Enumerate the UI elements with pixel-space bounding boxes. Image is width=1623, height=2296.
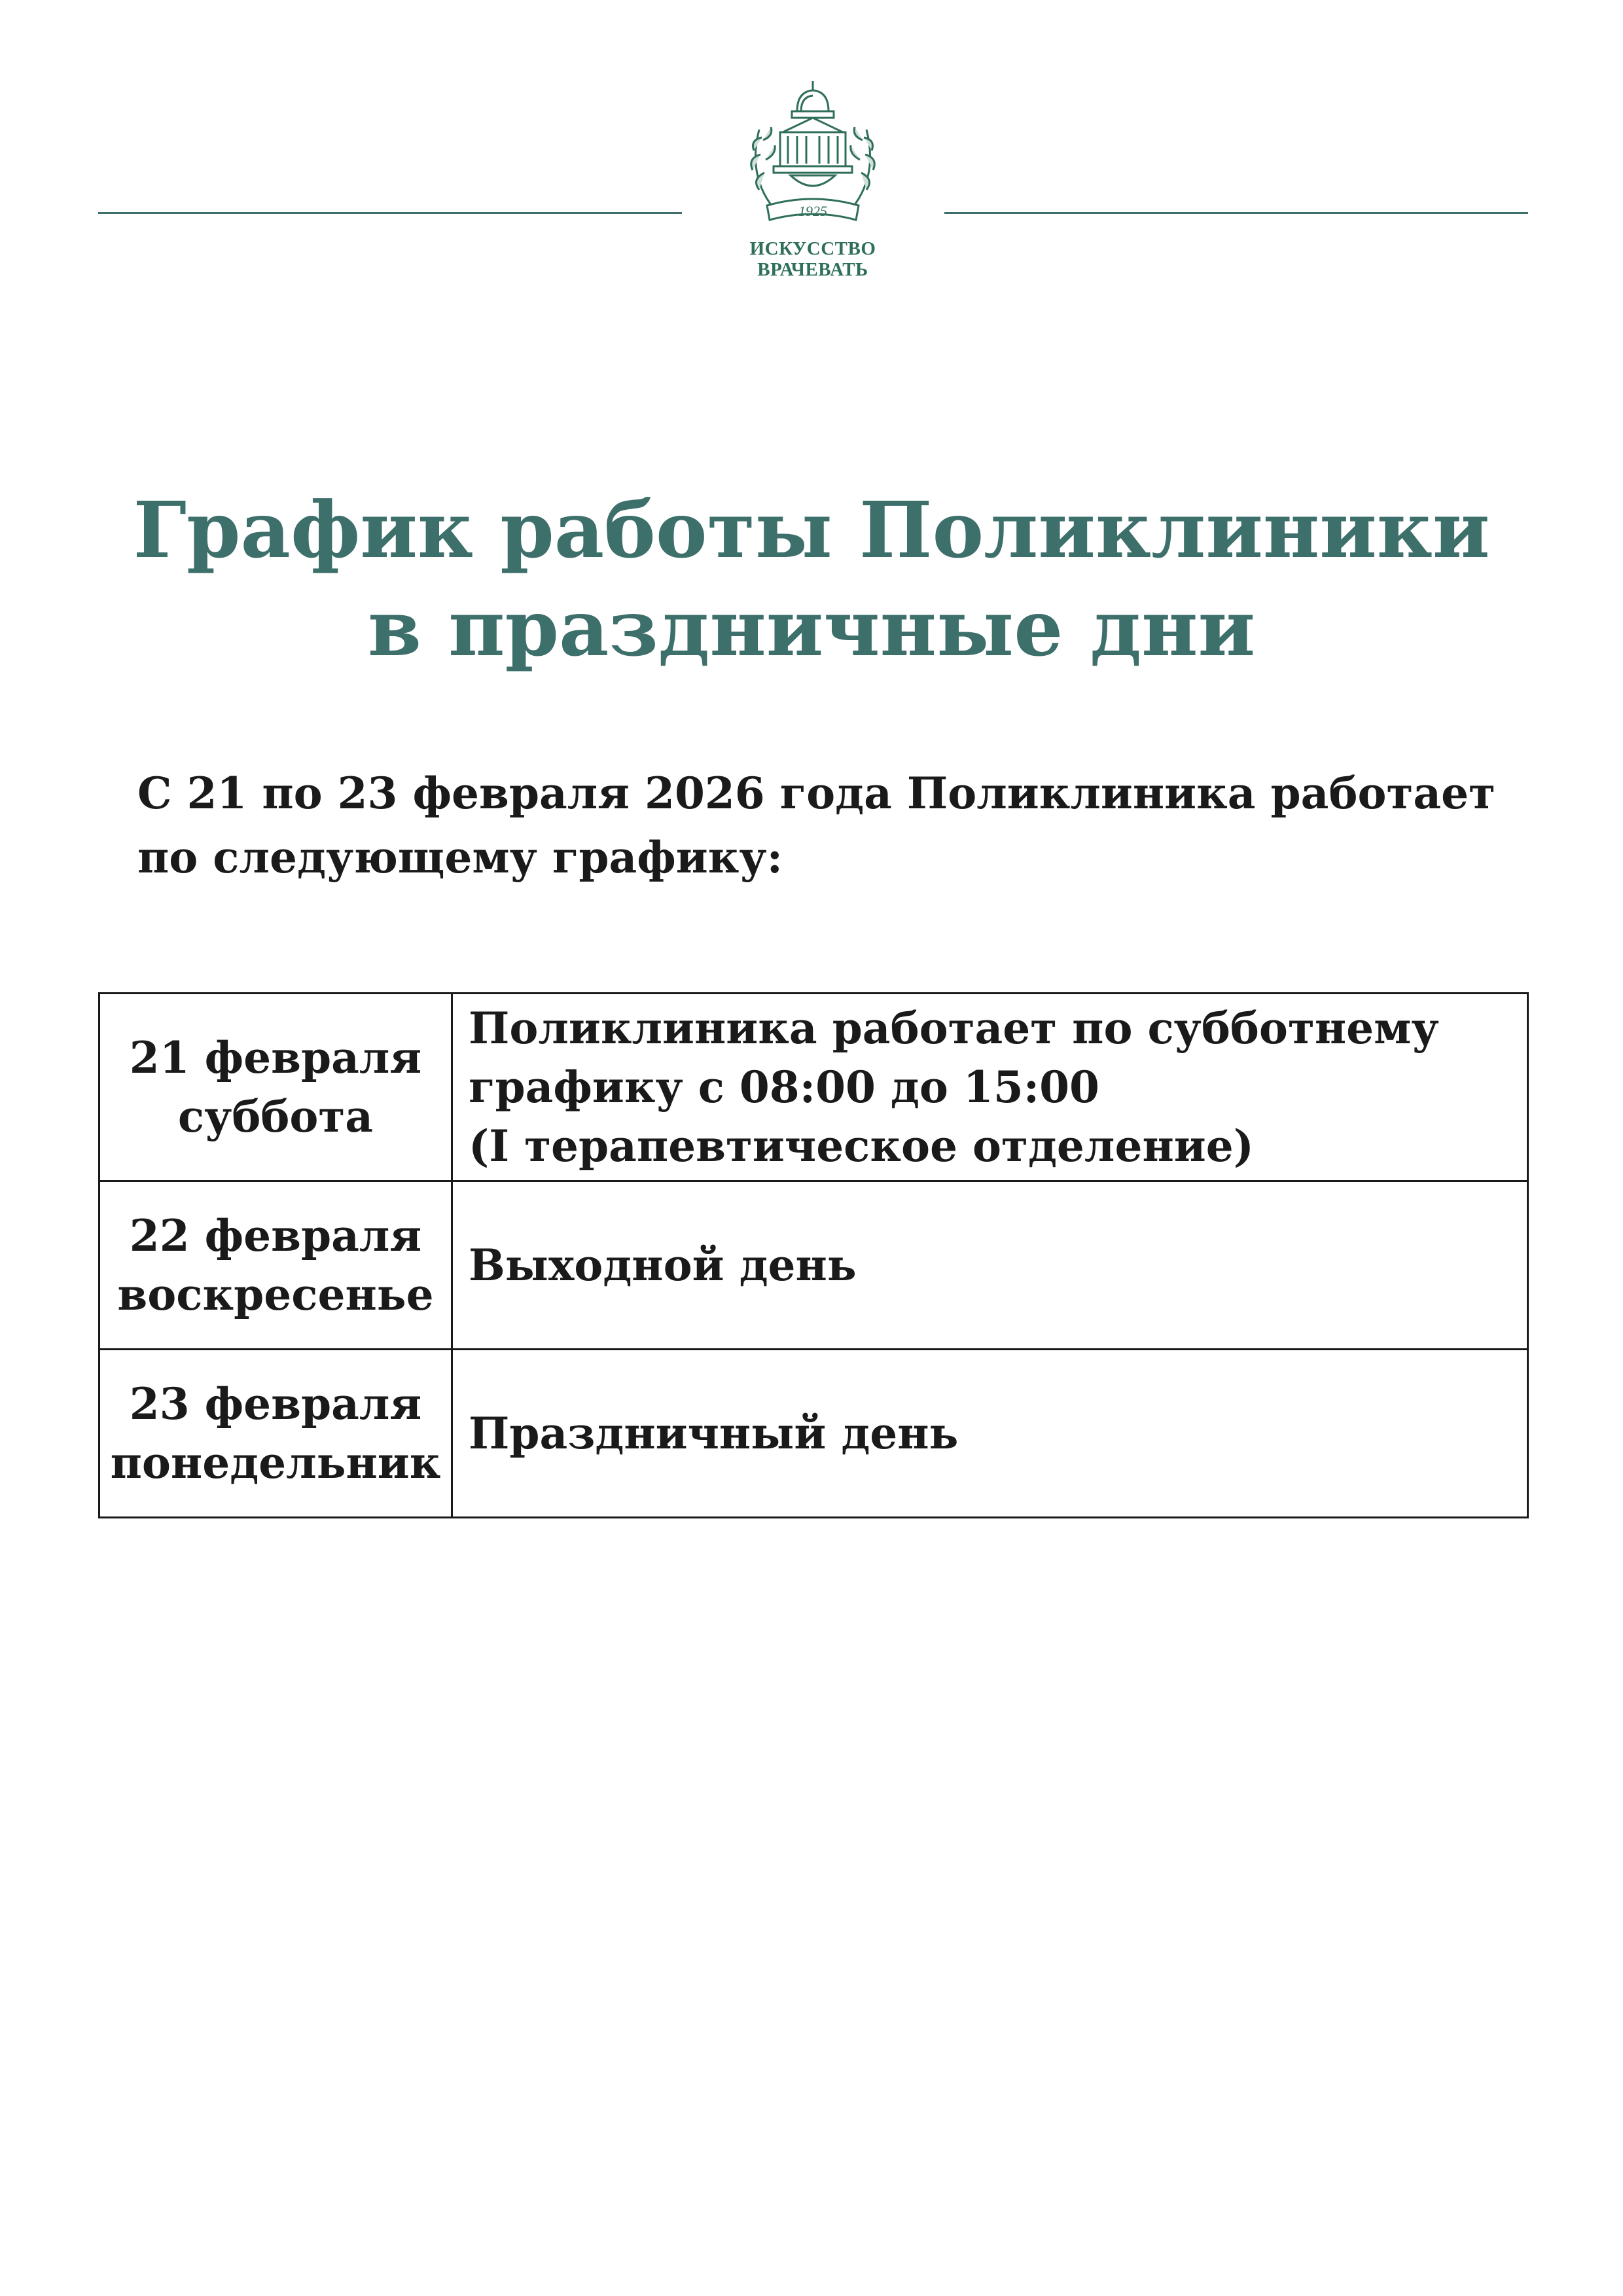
schedule-table	[98, 992, 1529, 1518]
logo-text-line2: ВРАЧЕВАТЬ	[757, 259, 868, 280]
description-line: Выходной день	[469, 1240, 857, 1291]
page-title-line1: График работы Поликлиники	[133, 484, 1490, 575]
weekday-text: понедельник	[110, 1437, 441, 1488]
clinic-emblem-icon	[728, 77, 898, 241]
date-cell	[99, 1181, 452, 1350]
description-line: Праздничный день	[469, 1408, 959, 1459]
date-text: 22 февраля	[129, 1210, 422, 1261]
header-rule-right	[944, 212, 1528, 214]
description-line: графику с 08:00 до 15:00	[469, 1062, 1099, 1113]
logo-text-line1: ИСКУССТВО	[749, 238, 876, 259]
table-row	[99, 1350, 1528, 1518]
weekday-text: суббота	[177, 1091, 374, 1142]
intro-text-line1: С 21 по 23 февраля 2026 года Поликлиника работает	[137, 768, 1496, 819]
clinic-logo	[728, 77, 898, 293]
page-title-line2: в праздничные дни	[368, 583, 1255, 673]
description-line: Поликлиника работает по субботнему	[469, 1003, 1439, 1054]
table-row	[99, 1181, 1528, 1350]
date-text: 21 февраля	[129, 1032, 422, 1083]
description-cell	[452, 1350, 1528, 1518]
description-cell	[452, 994, 1528, 1181]
weekday-text: воскресенье	[117, 1269, 434, 1320]
description-cell	[452, 1181, 1528, 1350]
description-line: (I терапевтическое отделение)	[469, 1121, 1254, 1172]
date-cell	[99, 1350, 452, 1518]
table-row	[99, 994, 1528, 1181]
logo-year: 1925	[798, 203, 827, 219]
header-rule-left	[98, 212, 682, 214]
date-cell	[99, 994, 452, 1181]
date-text: 23 февраля	[129, 1378, 422, 1429]
intro-text-line2: по следующему графику:	[137, 832, 783, 883]
